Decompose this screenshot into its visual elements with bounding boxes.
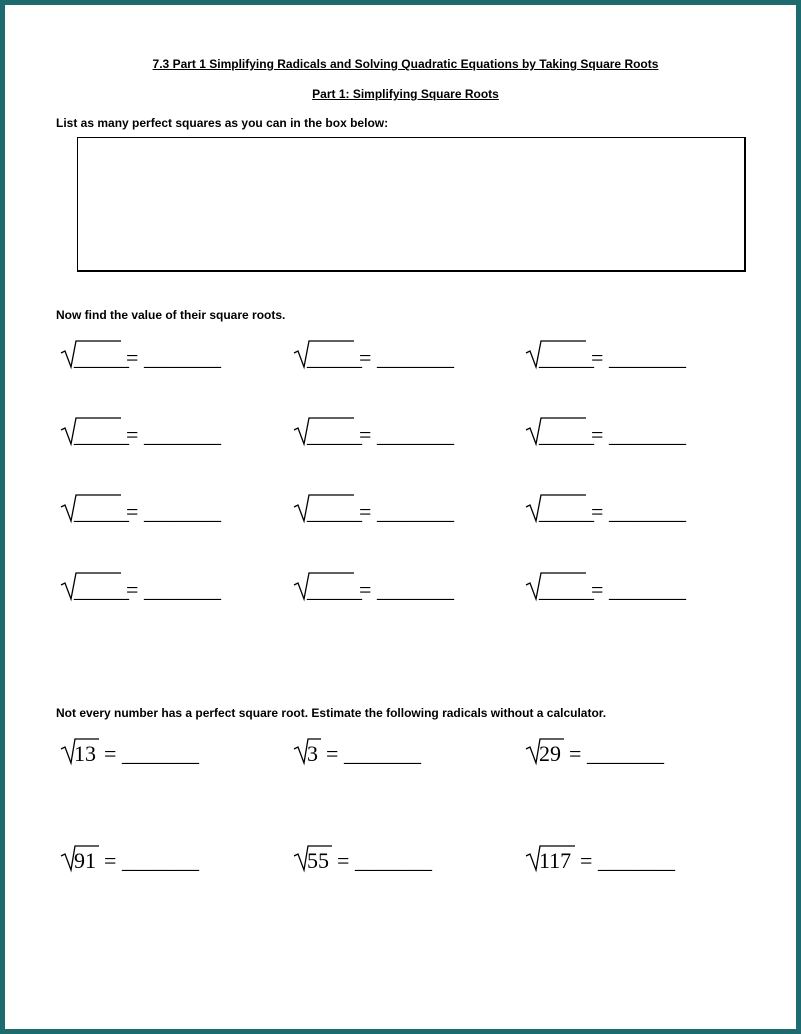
- box-instruction: List as many perfect squares as you can in the box below:: [56, 116, 389, 130]
- blank-radical-problem: [522, 335, 742, 375]
- radicand-blank[interactable]: _____: [539, 577, 594, 602]
- answer-blank[interactable]: _______: [609, 577, 686, 602]
- equals-sign: =: [326, 741, 339, 766]
- answer-blank[interactable]: _______: [355, 848, 432, 873]
- perfect-squares-answer-box[interactable]: [77, 137, 746, 272]
- equals-sign: =: [591, 422, 604, 447]
- radicand-blank[interactable]: _____: [307, 345, 362, 370]
- equals-sign: =: [359, 422, 372, 447]
- estimate-instruction: Not every number has a perfect square root. Estimate the following radicals without a calculator.: [56, 706, 607, 720]
- blank-radical-problem: [522, 412, 742, 452]
- blank-radical-problem: [290, 489, 510, 529]
- estimate-radical-problem: [522, 733, 742, 773]
- answer-blank[interactable]: _______: [609, 422, 686, 447]
- estimate-radical-problem: [522, 840, 742, 880]
- radicand-value: 29: [539, 741, 561, 766]
- radicand-blank[interactable]: _____: [539, 422, 594, 447]
- answer-blank[interactable]: _______: [122, 848, 199, 873]
- equals-sign: =: [591, 499, 604, 524]
- equals-sign: =: [126, 345, 139, 370]
- blank-radical-problem: [57, 489, 277, 529]
- estimate-radical-problem: [57, 840, 277, 880]
- blank-radical-problem: [290, 567, 510, 607]
- equals-sign: =: [580, 848, 593, 873]
- answer-blank[interactable]: _______: [144, 577, 221, 602]
- equals-sign: =: [337, 848, 350, 873]
- blank-radical-problem: [522, 567, 742, 607]
- blank-radical-problem: [57, 412, 277, 452]
- worksheet-title: 7.3 Part 1 Simplifying Radicals and Solving Quadratic Equations by Taking Square Roots: [152, 57, 659, 71]
- equals-sign: =: [126, 499, 139, 524]
- equals-sign: =: [569, 741, 582, 766]
- equals-sign: =: [591, 577, 604, 602]
- answer-blank[interactable]: _______: [609, 345, 686, 370]
- radicand-value: 3: [307, 741, 318, 766]
- radicand-value: 55: [307, 848, 329, 873]
- answer-blank[interactable]: _______: [377, 422, 454, 447]
- answer-blank[interactable]: _______: [377, 499, 454, 524]
- radicand-blank[interactable]: _____: [74, 422, 129, 447]
- section-subtitle: Part 1: Simplifying Square Roots: [312, 87, 499, 101]
- answer-blank[interactable]: _______: [122, 741, 199, 766]
- radicand-value: 91: [74, 848, 96, 873]
- answer-blank[interactable]: _______: [609, 499, 686, 524]
- estimate-radical-problem: [290, 733, 510, 773]
- radicand-blank[interactable]: _____: [74, 499, 129, 524]
- equals-sign: =: [359, 499, 372, 524]
- equals-sign: =: [104, 848, 117, 873]
- answer-blank[interactable]: _______: [144, 422, 221, 447]
- estimate-radical-problem: [290, 840, 510, 880]
- answer-blank[interactable]: _______: [344, 741, 421, 766]
- equals-sign: =: [126, 577, 139, 602]
- radicand-blank[interactable]: _____: [307, 499, 362, 524]
- answer-blank[interactable]: _______: [144, 499, 221, 524]
- blank-radical-problem: [522, 489, 742, 529]
- radicand-blank[interactable]: _____: [539, 499, 594, 524]
- radicand-blank[interactable]: _____: [74, 577, 129, 602]
- blank-radical-problem: [57, 567, 277, 607]
- radicand-value: 117: [539, 848, 572, 873]
- radicand-blank[interactable]: _____: [74, 345, 129, 370]
- answer-blank[interactable]: _______: [598, 848, 675, 873]
- blank-radical-problem: [57, 335, 277, 375]
- blank-radical-problem: [290, 335, 510, 375]
- answer-blank[interactable]: _______: [144, 345, 221, 370]
- estimate-radical-problem: [57, 733, 277, 773]
- answer-blank[interactable]: _______: [377, 345, 454, 370]
- blank-radical-problem: [290, 412, 510, 452]
- equals-sign: =: [126, 422, 139, 447]
- radicand-value: 13: [74, 741, 96, 766]
- equals-sign: =: [591, 345, 604, 370]
- radicand-blank[interactable]: _____: [307, 422, 362, 447]
- answer-blank[interactable]: _______: [587, 741, 664, 766]
- roots-instruction: Now find the value of their square roots.: [56, 308, 286, 322]
- radicand-blank[interactable]: _____: [539, 345, 594, 370]
- equals-sign: =: [359, 577, 372, 602]
- equals-sign: =: [104, 741, 117, 766]
- radicand-blank[interactable]: _____: [307, 577, 362, 602]
- answer-blank[interactable]: _______: [377, 577, 454, 602]
- equals-sign: =: [359, 345, 372, 370]
